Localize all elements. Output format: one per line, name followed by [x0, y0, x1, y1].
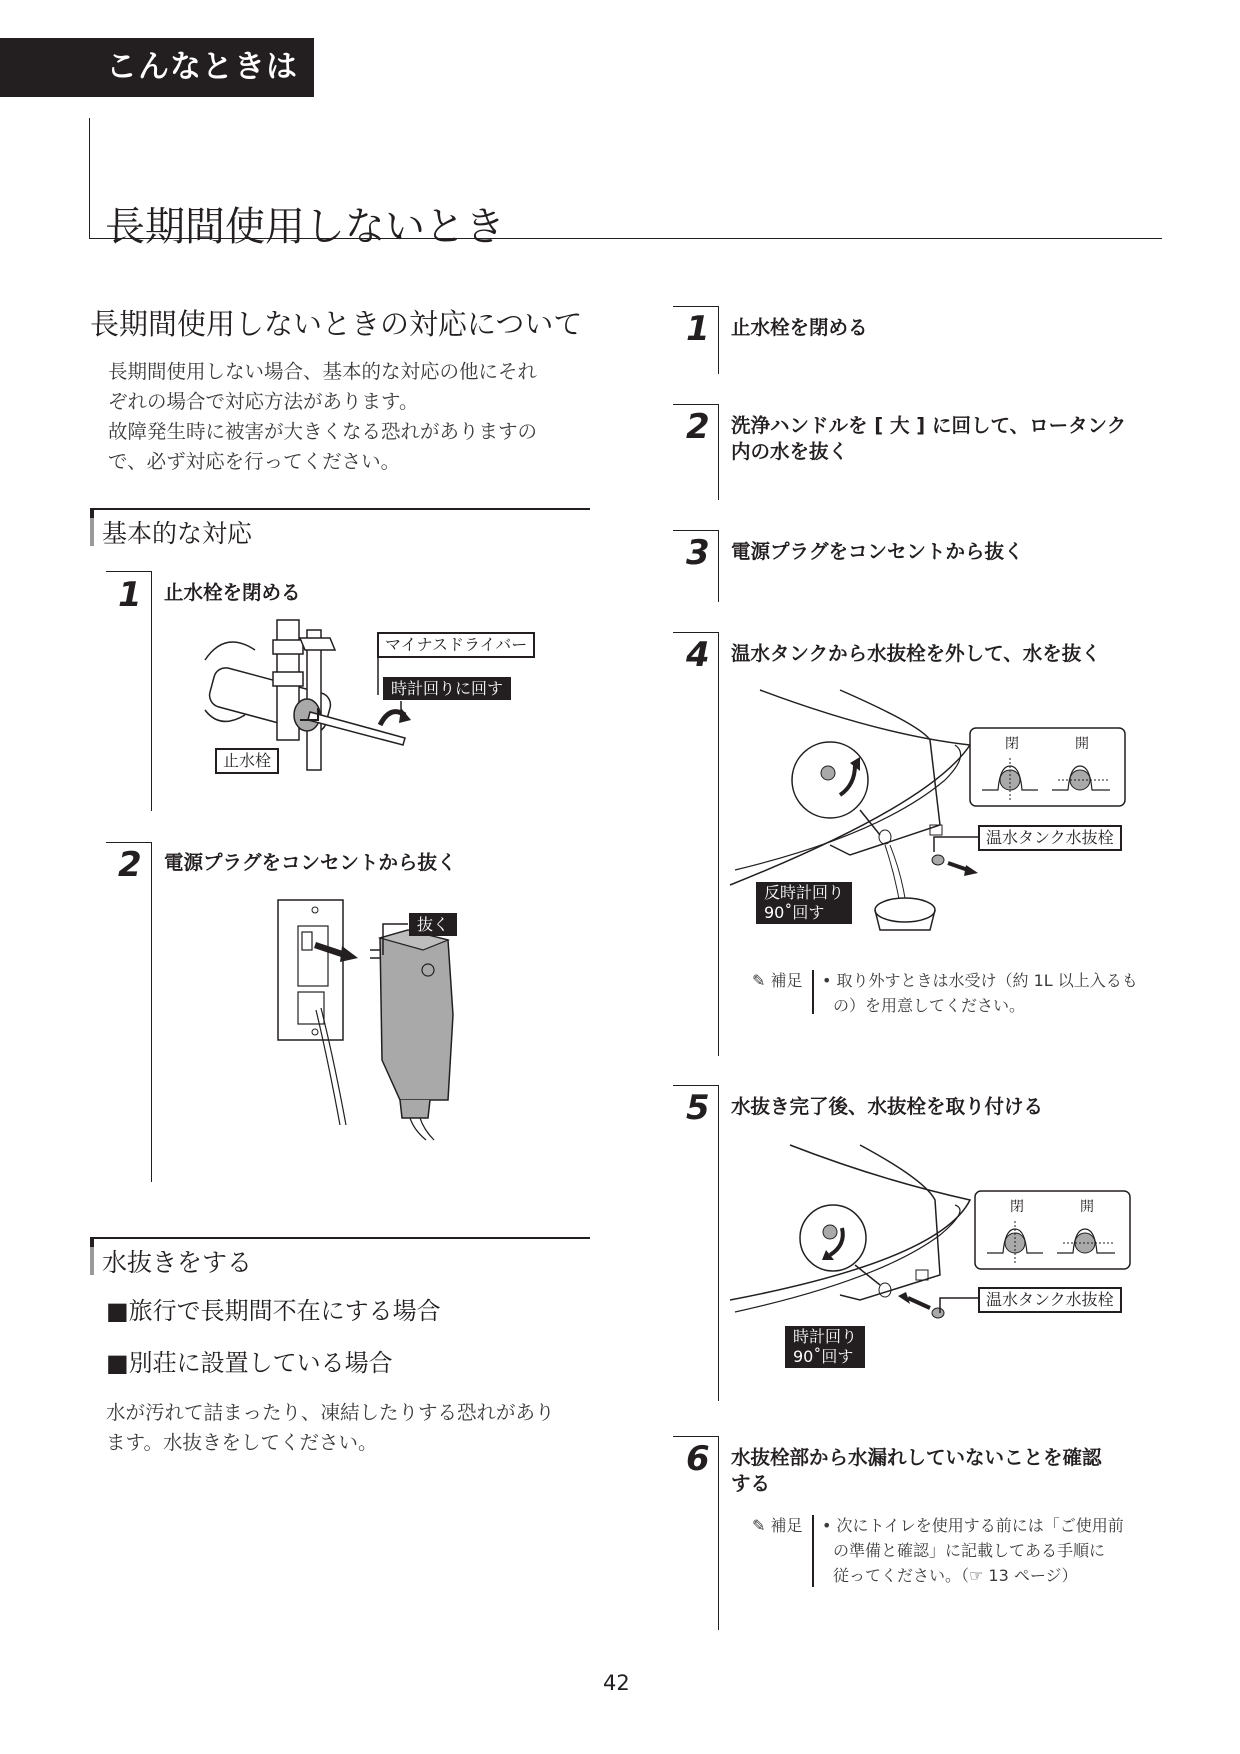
step-title: 温水タンクから水抜栓を外して、水を抜く	[731, 642, 1101, 665]
step-frame	[106, 842, 152, 1183]
subheading-bar	[90, 1239, 94, 1275]
case-second-home: ■別荘に設置している場合	[106, 1349, 393, 1377]
label-rotate-clockwise: 時計回りに回す	[383, 677, 511, 700]
label-rotate-counterclockwise-90: 反時計回り 90˚回す	[756, 882, 852, 924]
supplement-note: ✎ 補足 • 取り外すときは水受け（約 1L 以上入るも の）を用意してください。	[752, 968, 1152, 1018]
step-rule	[151, 842, 152, 1182]
step-title: 洗浄ハンドルを [ 大 ] に回して、ロータンク 内の水を抜く	[731, 414, 1127, 463]
pencil-icon: ✎	[752, 1516, 766, 1535]
supplement-label: ✎ 補足	[752, 971, 803, 990]
page-number: 42	[603, 1671, 630, 1695]
step-number: 3	[686, 533, 710, 573]
label-stop-valve: 止水栓	[215, 748, 279, 774]
step-rule	[718, 1436, 719, 1630]
drain-warning: 水が汚れて詰まったり、凍結したりする恐れがあり ます。水抜きをしてください。	[106, 1401, 555, 1454]
step-number: 1	[686, 309, 710, 349]
step-rule	[718, 404, 719, 500]
step-title: 水抜き完了後、水抜栓を取り付ける	[731, 1095, 1044, 1118]
label-flathead-screwdriver: マイナスドライバー	[377, 632, 535, 658]
step-rule	[718, 632, 719, 1056]
step-number: 5	[686, 1088, 710, 1128]
supplement-label: ✎ 補足	[752, 1516, 803, 1535]
subheading-bar	[90, 510, 94, 546]
step-rule	[151, 571, 152, 811]
step-rule	[718, 306, 719, 374]
label-hot-water-tank-drain-plug: 温水タンク水抜栓	[978, 1287, 1122, 1313]
note-divider	[812, 970, 814, 1014]
label-hot-water-tank-drain-plug: 温水タンク水抜栓	[978, 825, 1122, 851]
step-rule	[718, 530, 719, 602]
step-title: 電源プラグをコンセントから抜く	[164, 851, 457, 874]
page-title-frame	[89, 118, 1162, 250]
chapter-tab: こんなときは	[0, 38, 314, 97]
label-closed: 閉	[1005, 736, 1019, 752]
step-number: 2	[118, 845, 142, 885]
step-rule	[718, 1085, 719, 1401]
step-frame	[673, 1085, 719, 1402]
page-title: 長期間使用しないとき	[105, 203, 505, 250]
step-title: 電源プラグをコンセントから抜く	[731, 540, 1024, 563]
label-rotate-clockwise-90: 時計回り 90˚回す	[785, 1326, 865, 1368]
label-closed: 閉	[1010, 1199, 1024, 1215]
pencil-icon: ✎	[752, 971, 766, 990]
step-number: 6	[686, 1439, 710, 1479]
case-travel: ■旅行で長期間不在にする場合	[106, 1297, 441, 1325]
step-number: 2	[686, 407, 710, 447]
power-plug-illustration	[278, 900, 478, 1140]
label-open: 開	[1075, 736, 1089, 752]
step-title: 水抜栓部から水漏れしていないことを確認 する	[731, 1446, 1102, 1495]
callout-leader-plug-5	[0, 0, 1, 1]
step-frame	[673, 632, 719, 1057]
step-title: 止水栓を閉める	[164, 581, 301, 604]
section-title: 長期間使用しないときの対応について	[90, 307, 583, 341]
intro-text: 長期間使用しない場合、基本的な対応の他にそれ ぞれの場合で対応方法があります。 故障発生時に被害が大きくなる恐れがありますの で、必ず対応を行ってください。	[108, 360, 538, 473]
subheading-basic: 基本的な対応	[90, 508, 590, 546]
subheading-drain: 水抜きをする	[90, 1237, 590, 1275]
step-number: 1	[118, 575, 142, 615]
step-title: 止水栓を閉める	[731, 316, 868, 339]
label-open: 開	[1080, 1199, 1094, 1215]
note-divider	[812, 1515, 814, 1587]
supplement-note: ✎ 補足 • 次にトイレを使用する前には「ご使用前 の準備と確認」に記載してある手順に 従ってください。（☞ 13 ページ）	[752, 1513, 1152, 1591]
step-number: 4	[686, 635, 710, 675]
open-closed-diagram	[975, 1191, 1135, 1271]
open-closed-diagram	[970, 728, 1130, 808]
label-pull-out: 抜く	[409, 913, 457, 936]
